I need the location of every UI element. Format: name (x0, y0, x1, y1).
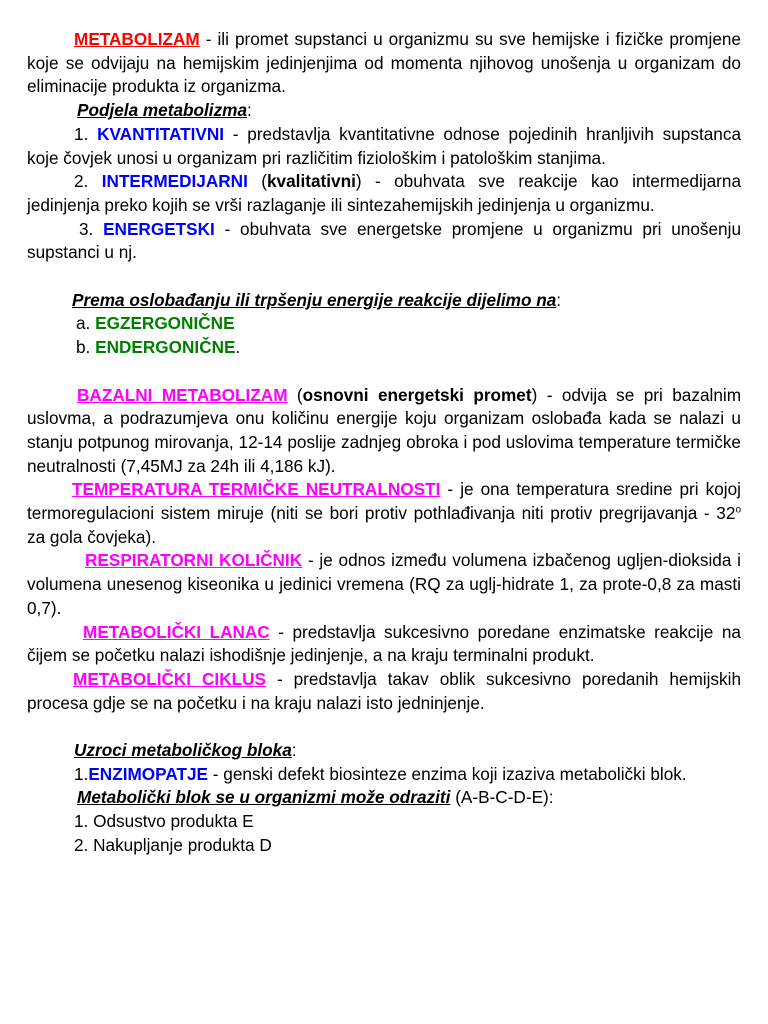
division-item-2-term: INTERMEDIJARNI (101, 171, 248, 192)
temperature-term: TEMPERATURA TERMIČKE NEUTRALNOSTI (72, 479, 441, 500)
division-item-2-text: - obuhvata sve reakcije kao intermedijarna jedinjenja preko kojih se vrši razlaganje ili sintezahemijskih jedinjenja u organizmu. (27, 171, 742, 215)
block-item: 2. Nakupljanje produkta D (74, 834, 272, 855)
energy-item-a-prefix: a. (76, 313, 96, 334)
temperature-text-end: za gola čovjeka). (27, 526, 156, 547)
block-heading: Metabolički blok se u organizmi može odraziti (77, 787, 451, 808)
division-heading: Podjela metabolizma (77, 100, 248, 121)
causes-heading-line (27, 739, 741, 763)
temperature-paragraph (27, 478, 741, 549)
spacer (27, 715, 741, 739)
division-item-2-paren-term: kvalitativni (267, 171, 356, 192)
exergonic-term: EGZERGONIČNE (95, 313, 235, 334)
chain-term: METABOLIČKI LANAC (83, 621, 270, 642)
basal-paren-close: ) (531, 384, 538, 405)
division-item-1-num: 1. (74, 123, 98, 144)
energy-item-a (27, 312, 741, 336)
causes-item-1 (27, 763, 741, 787)
division-heading-colon: : (247, 100, 252, 121)
division-item-2 (27, 170, 741, 217)
division-item-3-num: 3. (79, 218, 104, 239)
basal-paren-open: ( (287, 384, 303, 405)
respiratory-text: - je odnos između volumena izbačenog ugljen-dioksida i volumena unesenog kiseonika u jedinici vremena (RQ za uglj-hidrate 1, za prote-0,8 za masti 0,7). (27, 550, 741, 618)
energy-item-b (27, 336, 741, 360)
energy-item-b-prefix: b. (76, 337, 96, 358)
temperature-text: - je ona temperatura sredine pri kojoj termoregulacioni sistem miruje (niti se bori protiv pothlađivanja niti protiv pregrijavanja - 32 (27, 479, 741, 524)
division-heading-line (27, 99, 741, 123)
basal-text: - odvija se pri bazalnim uslovma, a podrazumjeva onu količinu energije koju organizam oslobađa kada se nalazi u stanju potpunog mirovanja, 12-14 poslije zadnjeg obroka i pod uslovima temperature termičke neutralnosti (7,45MJ za 24h ili 4,186 kJ). (27, 384, 742, 476)
block-heading-line (27, 786, 741, 810)
enzymopathy-term: ENZIMOPATJE (88, 763, 209, 784)
energy-heading: Prema oslobađanju ili trpšenju energije reakcije dijelimo na (72, 289, 557, 310)
cycle-paragraph (27, 668, 741, 715)
division-item-1-text: - predstavlja kvantitativne odnose pojedinih hranljivih supstanca koje čovjek unosi u organizam pri različitim fiziološkim i patološkim stanjima. (27, 123, 741, 168)
spacer (27, 360, 741, 384)
division-item-1-term: KVANTITATIVNI (97, 123, 225, 144)
spacer (27, 265, 741, 289)
respiratory-term: RESPIRATORNI KOLIČNIK (85, 550, 303, 571)
division-item-3-text: - obuhvata sve energetske promjene u organizmu pri unošenju supstanci u nj. (27, 218, 741, 263)
block-heading-suffix: (A-B-C-D-E): (450, 787, 554, 808)
energy-heading-line (27, 289, 741, 313)
division-item-1 (27, 123, 741, 170)
respiratory-paragraph (27, 549, 741, 620)
cycle-term: METABOLIČKI CIKLUS (73, 668, 266, 689)
chain-paragraph (27, 621, 741, 668)
energy-heading-colon: : (556, 289, 562, 310)
cycle-text: - predstavlja takav oblik sukcesivno poredanih hemijskih procesa gdje se na početku i na kraju nalazi isto jedninjenje. (27, 668, 742, 713)
block-item: 1. Odsustvo produkta E (74, 811, 254, 832)
basal-paragraph (27, 384, 741, 479)
energy-item-b-suffix: . (235, 337, 241, 358)
chain-text: - predstavlja sukcesivno poredane enzimatske reakcije na čijem se početku nalazi ishodišnje jedinjenje, a na kraju terminalni produkt. (27, 621, 741, 666)
intro-paragraph (27, 28, 741, 99)
causes-item-num: 1. (74, 763, 89, 784)
causes-heading: Uzroci metaboličkog bloka (74, 740, 292, 761)
basal-paren-term: osnovni energetski promet (302, 384, 532, 405)
metabolism-term: METABOLIZAM (74, 29, 200, 49)
division-item-2-paren-close: ) (355, 171, 362, 192)
division-item-2-paren-open: ( (247, 171, 267, 192)
causes-heading-colon: : (291, 740, 297, 761)
endergonic-term: ENDERGONIČNE (95, 337, 236, 358)
division-item-3-term: ENERGETSKI (103, 218, 215, 239)
basal-term: BAZALNI METABOLIZAM (77, 384, 288, 405)
causes-item-text: - genski defekt biosinteze enzima koji izaziva metabolički blok. (208, 763, 687, 784)
division-item-3 (27, 218, 741, 265)
degree-sign: o (735, 504, 741, 516)
division-item-2-num: 2. (74, 171, 102, 192)
intro-text: - ili promet supstanci u organizmu su sve hemijske i fizičke promjene koje se odvijaju na hemijskim jedinjenjima od momenta njihovog unošenja u organizam do eliminacije produkta iz organizma. (27, 29, 741, 97)
